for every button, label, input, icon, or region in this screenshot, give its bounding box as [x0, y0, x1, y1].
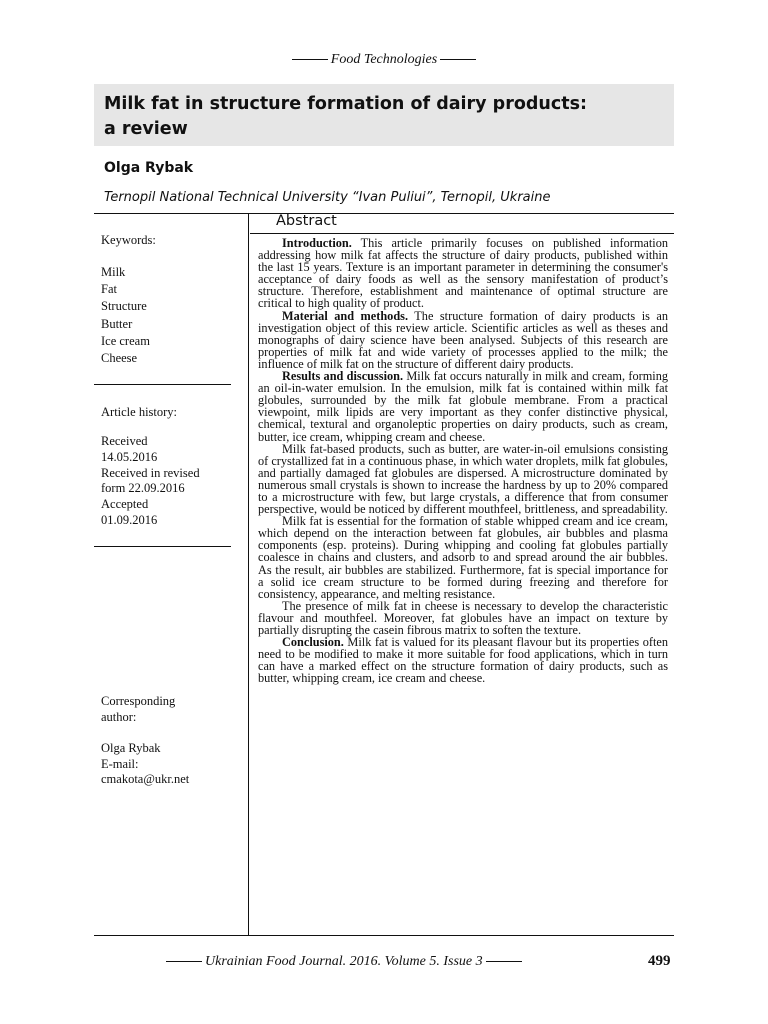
abstract-bottom-rule	[94, 935, 674, 936]
keywords-list	[101, 264, 150, 367]
keyword-item: Structure	[101, 299, 147, 314]
email-address: cmakota@ukr.net	[101, 772, 190, 786]
corresponding-author-label	[101, 693, 175, 725]
article-history-label: Article history:	[101, 405, 178, 419]
running-header-text: Food Technologies	[330, 52, 438, 67]
methods-text: The structure formation of dairy products is an investigation object of this review article. Scientific articles as well as theses and monographs of dairy science have been analysed. Subjects of this research are properties of milk fat and wide variety of processes applied to the milk; the influence of milk fat on the structure of different dairy products.	[258, 308, 668, 371]
article-history	[101, 434, 200, 529]
abstract-icecream-paragraph: Milk fat is essential for the formation of stable whipped cream and ice cream, which depend on the interaction between fat globules, air bubbles and plasma components (esp. proteins). During whipping and cooling fat globules partially coalesce in chains and clusters, and adsorb to and spread around the air bubbles. As the result, air bubbles are stabilized. Furthermore, fat is special importance for a solid ice cream structure to be formed during freezing and therefore for consistency, appearance, and melting resistance.	[258, 514, 668, 601]
history-bottom-rule	[94, 546, 231, 547]
history-revised-line-2: form 22.09.2016	[101, 481, 185, 496]
keyword-item: Milk	[101, 265, 126, 279]
header-rule-right	[440, 59, 476, 60]
abstract-introduction	[258, 237, 668, 310]
author-name: Olga Rybak	[104, 160, 194, 176]
footer-rule-right	[486, 961, 522, 962]
abstract-top-rule	[94, 213, 674, 214]
history-received-date: 14.05.2016	[101, 449, 158, 464]
footer-rule-left	[166, 961, 202, 962]
sidebar-divider	[248, 213, 249, 936]
keywords-bottom-rule	[94, 384, 231, 385]
methods-lead: Material and methods.	[282, 308, 409, 323]
history-received: Received	[101, 434, 148, 448]
keyword-item: Butter	[101, 316, 133, 331]
abstract-results	[258, 370, 668, 443]
email-label: E-mail:	[101, 756, 139, 771]
abstract-heading: Abstract	[276, 213, 337, 229]
abstract-conclusion	[258, 636, 668, 684]
journal-footer	[163, 954, 525, 970]
article-title	[104, 92, 587, 142]
history-revised-line-1: Received in revised	[101, 465, 200, 480]
running-header	[0, 52, 768, 68]
keyword-item: Cheese	[101, 351, 138, 366]
title-line-2: a review	[104, 119, 188, 139]
header-rule-left	[292, 59, 328, 60]
corresponding-label-line-2: author:	[101, 710, 137, 724]
history-accepted-date: 01.09.2016	[101, 512, 158, 527]
corresponding-name: Olga Rybak	[101, 741, 161, 755]
keyword-item: Fat	[101, 282, 117, 297]
introduction-lead: Introduction.	[282, 236, 352, 250]
abstract-heading-rule	[250, 233, 674, 234]
abstract-methods	[258, 310, 668, 370]
history-accepted: Accepted	[101, 497, 149, 512]
introduction-text: This article primarily focuses on published information addressing how milk fat affects the structure of dairy products, published within the last 15 years. Texture is an important parameter in determining the consumer's acceptance of dairy foods as well as the sensory manifestation of product’s structure. Therefore, establishment and maintenance of optimal structure are critical to high quality of product.	[258, 236, 668, 311]
page-number: 499	[648, 953, 671, 969]
corresponding-label-line-1: Corresponding	[101, 694, 176, 708]
keyword-item: Ice cream	[101, 333, 150, 348]
keywords-label: Keywords:	[101, 233, 156, 247]
abstract-butter-paragraph: Milk fat-based products, such as butter, are water-in-oil emulsions consisting of crystallized fat in a continuous phase, in which water droplets, milk fat globules, and partially damaged fat globules are dispersed. A microstructure dominated by numerous small crystals is shown to increase the hardness by up to 20% compared to a microstructure with few, but large crystals, a difference that from consumer perspective, would be noticed by different mouthfeel, brittleness, and spreadability.	[258, 441, 668, 517]
title-line-1: Milk fat in structure formation of dairy products:	[104, 94, 587, 114]
conclusion-text: Milk fat is valued for its pleasant flavour but its properties often need to be modified to make it more suitable for food applications, which in turn can have a marked effect on the structure formation of dairy products, such as butter, whipping cream, ice cream and cheese.	[258, 635, 668, 686]
results-text: Milk fat occurs naturally in milk and cream, forming an oil-in-water emulsion. In the emulsion, milk fat is contained within milk fat globules, surrounded by the milk fat globule membrane. From a practical viewpoint, milk lipids are very important as they confer distinctive physical, chemical, textural and organoleptic properties on dairy products, such as cream, butter, ice cream, whipping cream and cheese.	[258, 369, 668, 444]
results-lead: Results and discussion.	[282, 369, 404, 384]
corresponding-author-details	[101, 741, 189, 788]
footer-text: Ukrainian Food Journal. 2016. Volume 5. Issue 3	[205, 954, 483, 969]
abstract-body	[258, 237, 668, 684]
abstract-cheese-paragraph: The presence of milk fat in cheese is necessary to develop the characteristic flavour and mouthfeel. Moreover, fat globules have an impact on texture by partially disrupting the casein fibrous matrix to soften the texture.	[258, 598, 668, 637]
title-box	[94, 84, 674, 146]
author-affiliation: Ternopil National Technical University “Ivan Puliui”, Ternopil, Ukraine	[104, 190, 551, 205]
conclusion-lead: Conclusion.	[282, 635, 344, 650]
